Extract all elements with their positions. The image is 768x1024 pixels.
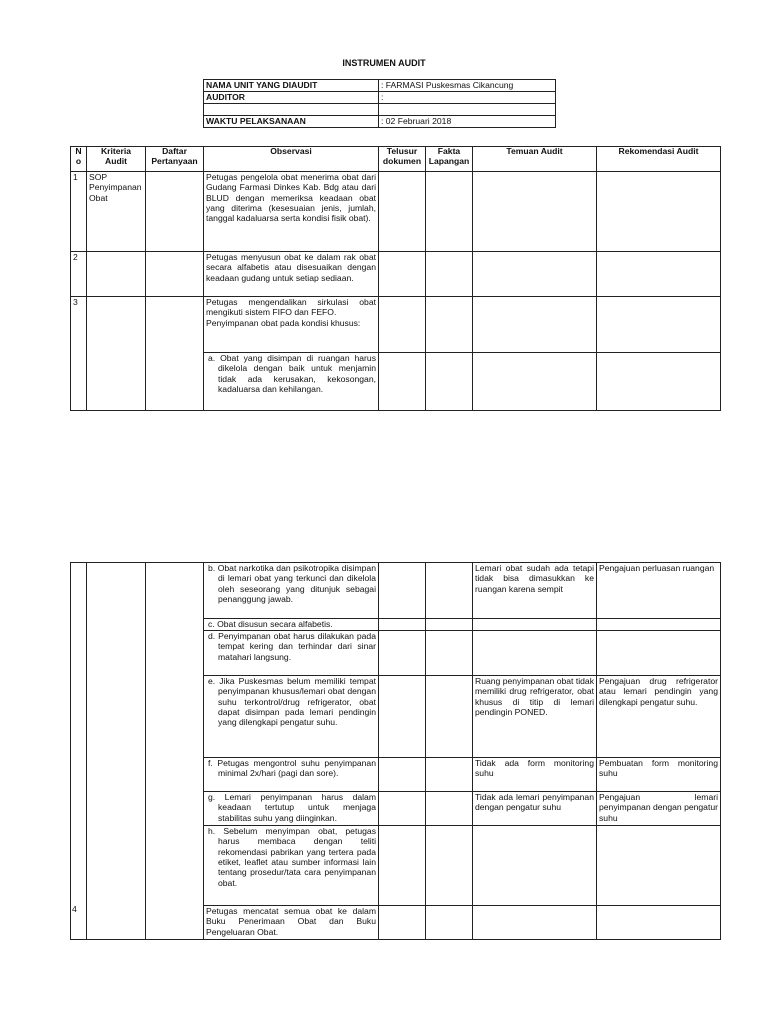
header-fakta: Fakta Lapangan <box>426 147 473 172</box>
temuan-cell <box>473 631 597 676</box>
telusur-cell <box>379 297 426 353</box>
rekomendasi-cell <box>597 252 721 297</box>
row-number: 1 <box>71 172 87 252</box>
audit-info-table <box>203 79 556 128</box>
rekomendasi-cell <box>597 826 721 906</box>
daftar-cell <box>146 172 204 252</box>
info-value-waktu: : 02 Februari 2018 <box>379 116 556 128</box>
telusur-cell <box>379 252 426 297</box>
telusur-cell <box>379 353 426 411</box>
fakta-cell <box>426 353 473 411</box>
header-temuan: Temuan Audit <box>473 147 597 172</box>
rekomendasi-cell: Pengajuan perluasan ruangan <box>597 563 721 619</box>
info-row-spacer <box>204 104 556 116</box>
info-row-auditor <box>204 92 556 104</box>
temuan-cell: Tidak ada lemari penyimpanan dengan pengatur suhu <box>473 792 597 826</box>
telusur-cell <box>379 676 426 758</box>
header-kriteria: Kriteria Audit <box>87 147 146 172</box>
header-rekomendasi: Rekomendasi Audit <box>597 147 721 172</box>
info-spacer-cell <box>204 104 379 116</box>
temuan-cell: Lemari obat sudah ada tetapi tidak bisa dimasukkan ke ruangan karena sempit <box>473 563 597 619</box>
telusur-cell <box>379 906 426 940</box>
fakta-cell <box>426 563 473 619</box>
temuan-cell <box>473 906 597 940</box>
fakta-cell <box>426 906 473 940</box>
row-number-4: 4 <box>72 904 77 914</box>
table-row <box>71 563 721 619</box>
temuan-cell <box>473 826 597 906</box>
rekomendasi-cell: Pembuatan form monitoring suhu <box>597 758 721 792</box>
fakta-cell <box>426 631 473 676</box>
telusur-cell <box>379 563 426 619</box>
header-observasi: Observasi <box>204 147 379 172</box>
header-telusur: Telusur dokumen <box>379 147 426 172</box>
temuan-cell: Tidak ada form monitoring suhu <box>473 758 597 792</box>
table-header-row <box>71 147 721 172</box>
observasi-cell: d. Penyimpanan obat harus dilakukan pada tempat kering dan terhindar dari sinar matahari langsung. <box>204 631 379 676</box>
telusur-cell <box>379 826 426 906</box>
rekomendasi-cell <box>597 353 721 411</box>
info-value-auditor: : <box>379 92 556 104</box>
rekomendasi-cell <box>597 172 721 252</box>
info-spacer-cell <box>379 104 556 116</box>
temuan-cell <box>473 297 597 353</box>
rekomendasi-cell <box>597 297 721 353</box>
daftar-cell <box>146 297 204 411</box>
observasi-cell: f. Petugas mengontrol suhu penyimpanan minimal 2x/hari (pagi dan sore). <box>204 758 379 792</box>
rekomendasi-cell: Pengajuan drug refrigerator atau lemari pendingin yang dilengkapi pengatur suhu. <box>597 676 721 758</box>
fakta-cell <box>426 792 473 826</box>
info-label-auditor: AUDITOR <box>204 92 379 104</box>
info-row-unit <box>204 80 556 92</box>
telusur-cell <box>379 758 426 792</box>
table-row <box>71 252 721 297</box>
info-label-waktu: WAKTU PELAKSANAAN <box>204 116 379 128</box>
kriteria-cell <box>87 252 146 297</box>
observasi-cell: c. Obat disusun secara alfabetis. <box>204 619 379 631</box>
fakta-cell <box>426 758 473 792</box>
header-daftar: Daftar Pertanyaan <box>146 147 204 172</box>
temuan-cell <box>473 353 597 411</box>
kriteria-cell <box>87 563 146 940</box>
rekomendasi-cell: Pengajuan lemari penyimpanan dengan pengatur suhu <box>597 792 721 826</box>
daftar-cell <box>146 563 204 940</box>
daftar-cell <box>146 252 204 297</box>
observasi-text: Penyimpanan obat pada kondisi khusus: <box>206 317 361 328</box>
rekomendasi-cell <box>597 619 721 631</box>
observasi-cell: e. Jika Puskesmas belum memiliki tempat penyimpanan khusus/lemari obat dengan suhu terkontrol/drug refrigerator, obat dapat disimpan pada lemari pendingin yang dilengkapi pengatur suhu. <box>204 676 379 758</box>
observasi-cell: Petugas mencatat semua obat ke dalam Buku Penerimaan Obat dan Buku Pengeluaran Obat. <box>204 906 379 940</box>
table-row <box>71 297 721 353</box>
header-no: N o <box>71 147 87 172</box>
fakta-cell <box>426 826 473 906</box>
observasi-cell: b. Obat narkotika dan psikotropika disimpan di lemari obat yang terkunci dan dikelola oleh seseorang yang ditunjuk sebagai penanggung jawab. <box>204 563 379 619</box>
observasi-cell: g. Lemari penyimpanan harus dalam keadaan tertutup untuk menjaga stabilitas suhu yang diinginkan. <box>204 792 379 826</box>
info-row-waktu <box>204 116 556 128</box>
kriteria-cell <box>87 297 146 411</box>
fakta-cell <box>426 297 473 353</box>
document-title: INSTRUMEN AUDIT <box>342 58 426 68</box>
row-number <box>71 563 87 940</box>
info-label-unit: NAMA UNIT YANG DIAUDIT <box>204 80 379 92</box>
temuan-cell <box>473 172 597 252</box>
observasi-cell: Petugas menyusun obat ke dalam rak obat secara alfabetis atau disesuaikan dengan keadaan gudang untuk setiap sediaan. <box>204 252 379 297</box>
telusur-cell <box>379 172 426 252</box>
temuan-cell: Ruang penyimpanan obat tidak memiliki drug refrigerator, obat khusus di titip di lemari pendingin PONED. <box>473 676 597 758</box>
table-row <box>71 172 721 252</box>
rekomendasi-cell <box>597 631 721 676</box>
observasi-cell: h. Sebelum menyimpan obat, petugas harus membaca dengan teliti rekomendasi pabrikan yang tertera pada etiket, leaflet atau sumber informasi lain tentang prosedur/tata cara penyimpanan obat. <box>204 826 379 906</box>
info-value-unit: : FARMASI Puskesmas Cikancung <box>379 80 556 92</box>
telusur-cell <box>379 619 426 631</box>
audit-table-page1 <box>70 146 721 411</box>
kriteria-cell: SOP Penyimpanan Obat <box>87 172 146 252</box>
fakta-cell <box>426 172 473 252</box>
observasi-cell: a. Obat yang disimpan di ruangan harus dikelola dengan baik untuk menjamin tidak ada kerusakan, kekosongan, kadaluarsa dan kehilangan. <box>204 353 379 411</box>
audit-table-page2 <box>70 562 721 940</box>
row-number: 3 <box>71 297 87 411</box>
fakta-cell <box>426 619 473 631</box>
observasi-cell <box>204 297 379 353</box>
observasi-text: Petugas mengendalikan sirkulasi obat mengikuti sistem FIFO dan FEFO. <box>206 297 376 318</box>
fakta-cell <box>426 676 473 758</box>
rekomendasi-cell <box>597 906 721 940</box>
temuan-cell <box>473 252 597 297</box>
telusur-cell <box>379 631 426 676</box>
temuan-cell <box>473 619 597 631</box>
fakta-cell <box>426 252 473 297</box>
row-number: 2 <box>71 252 87 297</box>
telusur-cell <box>379 792 426 826</box>
observasi-cell: Petugas pengelola obat menerima obat dari Gudang Farmasi Dinkes Kab. Bdg atau dari BLUD dengan memeriksa keadaan obat yang diterima (kesesuaian jenis, jumlah, tanggal kadaluarsa serta kondisi fisik obat). <box>204 172 379 252</box>
